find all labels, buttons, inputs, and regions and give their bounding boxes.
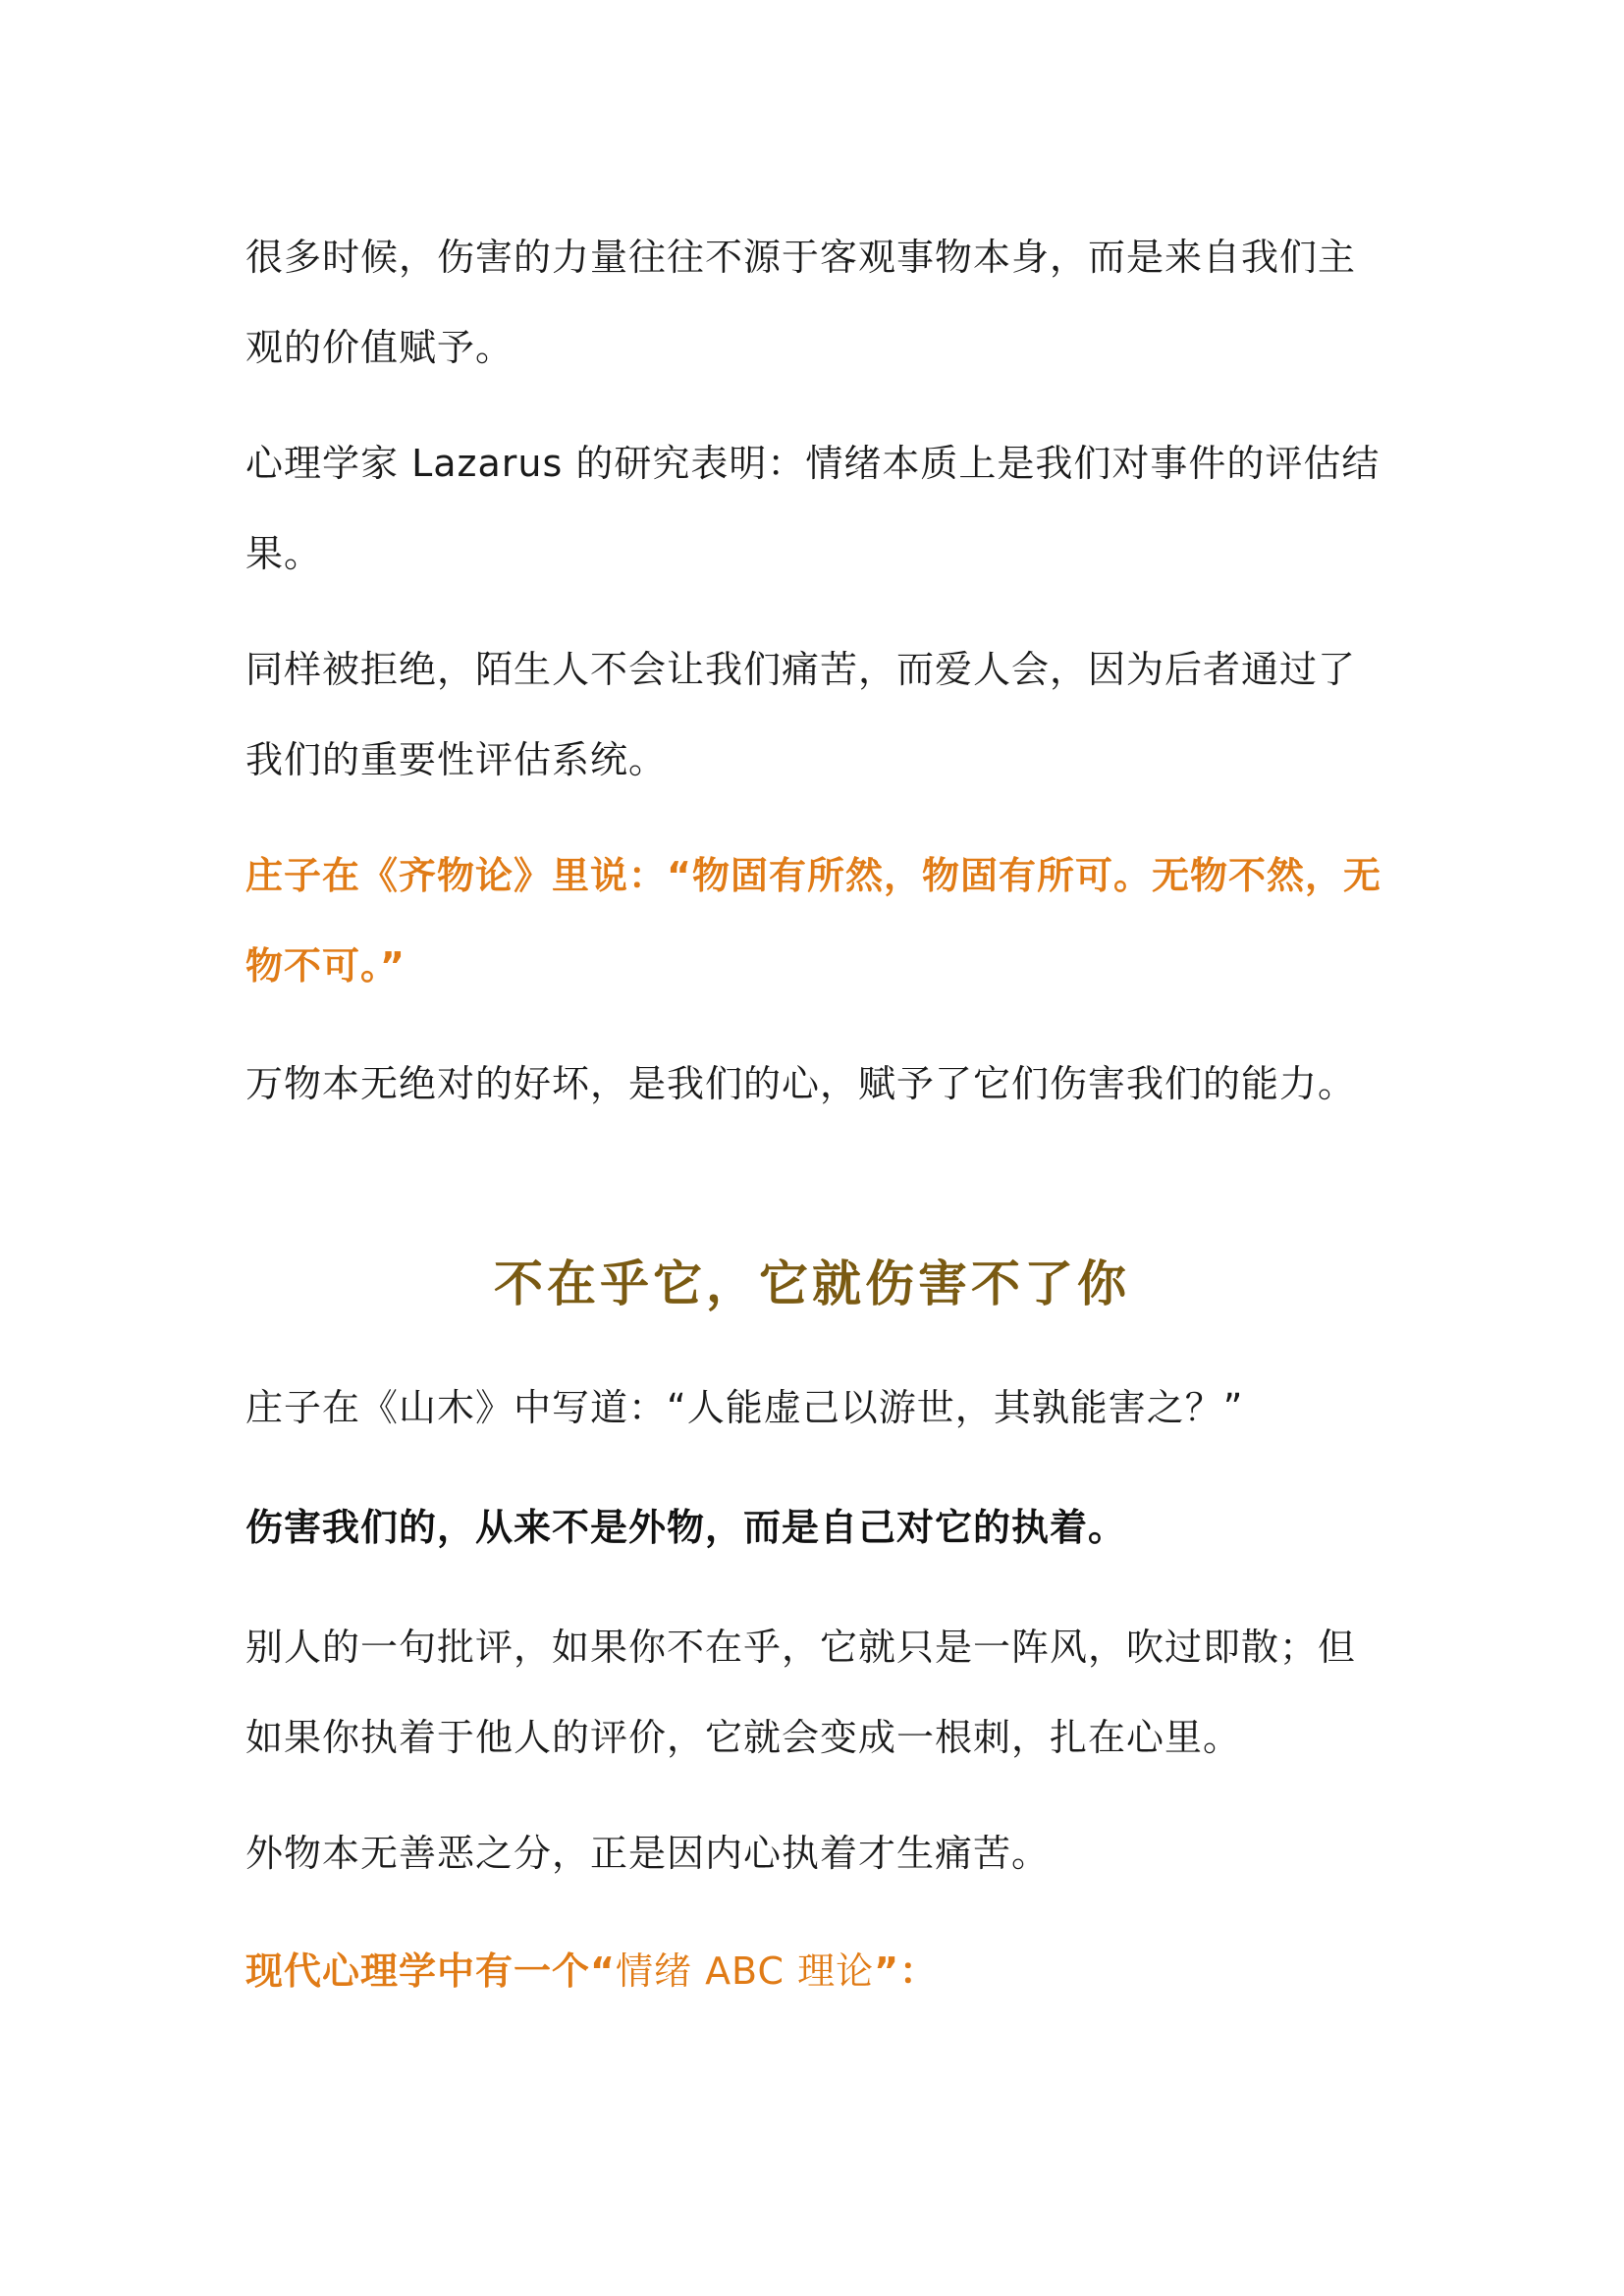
paragraph-criticism: 别人的一句批评，如果你不在乎，它就只是一阵风，吹过即散；但如果你执着于他人的评价，它就会变成一根刺，扎在心里。	[245, 1626, 1357, 1759]
paragraph-value-source: 很多时候，伤害的力量往往不源于客观事物本身，而是来自我们主观的价值赋予。	[245, 236, 1357, 369]
paragraph-no-good-evil: 外物本无善恶之分，正是因内心执着才生痛苦。	[245, 1832, 1051, 1875]
abc-suffix: ”：	[874, 1949, 939, 1993]
abc-term: 情绪 ABC 理论	[615, 1949, 875, 1993]
quote-shanmu: 庄子在《山木》中写道：“人能虚己以游世，其孰能害之？”	[245, 1386, 1244, 1429]
section-heading: 不在乎它，它就伤害不了你	[494, 1255, 1130, 1312]
paragraph-rejection: 同样被拒绝，陌生人不会让我们痛苦，而爱人会，因为后者通过了我们的重要性评估系统。	[245, 648, 1357, 781]
quote-qiwulun: 庄子在《齐物论》里说：“物固有所然，物固有所可。无物不然，无物不可。”	[245, 854, 1381, 988]
paragraph-no-absolute: 万物本无绝对的好坏，是我们的心，赋予了它们伤害我们的能力。	[245, 1062, 1357, 1105]
paragraph-abc-theory	[245, 1926, 1384, 2016]
abc-prefix: 现代心理学中有一个“	[245, 1949, 616, 1993]
paragraph-lazarus: 心理学家 Lazarus 的研究表明：情绪本质上是我们对事件的评估结果。	[245, 442, 1380, 575]
paragraph-attachment: 伤害我们的，从来不是外物，而是自己对它的执着。	[245, 1506, 1127, 1549]
